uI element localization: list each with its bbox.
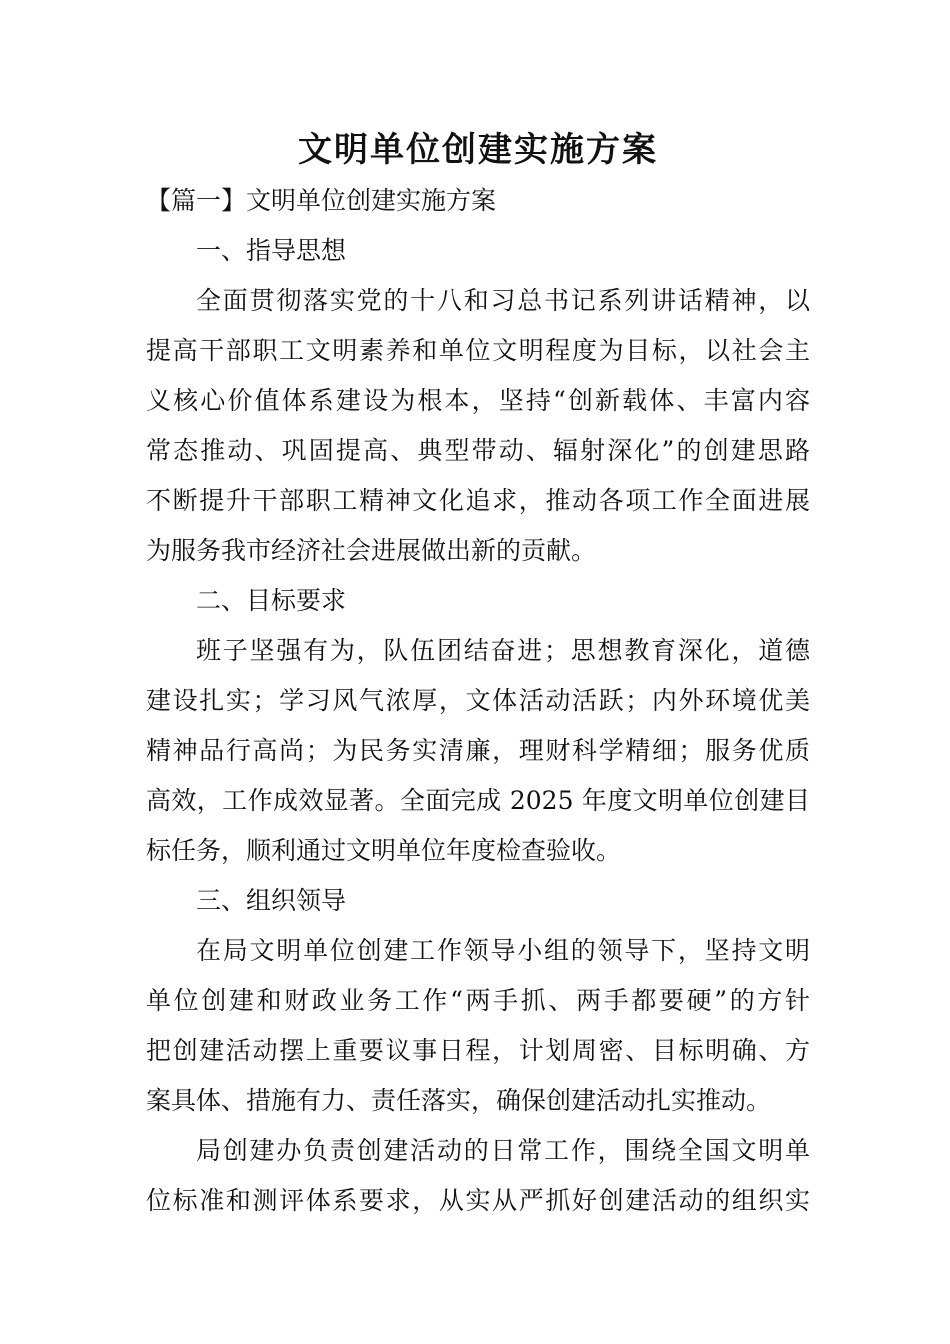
paragraph-line: 高效，工作成效显著。全面完成 2025 年度文明单位创建目 (146, 786, 810, 815)
section-heading: 二、目标要求 (196, 586, 347, 615)
paragraph-line: 义核心价值体系建设为根本，坚持“创新载体、丰富内容 (146, 386, 810, 415)
paragraph-line: 不断提升干部职工精神文化追求，推动各项工作全面进展 (146, 486, 810, 515)
document-body (146, 176, 810, 1226)
paragraph-line: 精神品行高尚；为民务实清廉，理财科学精细；服务优质 (146, 736, 810, 765)
paragraph-line: 班子坚强有为，队伍团结奋进；思想教育深化，道德 (196, 636, 810, 665)
paragraph-line: 常态推动、巩固提高、典型带动、辐射深化”的创建思路 (146, 436, 810, 465)
paragraph (146, 926, 810, 1126)
document-title: 文明单位创建实施方案 (298, 130, 658, 170)
paragraph (146, 626, 810, 876)
paragraph-line: 为服务我市经济社会进展做出新的贡献。 (146, 536, 597, 565)
paragraph-line: 提高干部职工文明素养和单位文明程度为目标，以社会主 (146, 336, 810, 365)
document-subtitle: 【篇一】文明单位创建实施方案 (146, 186, 497, 215)
paragraph-line: 把创建活动摆上重要议事日程，计划周密、目标明确、方 (146, 1036, 810, 1065)
paragraph-line: 建设扎实；学习风气浓厚，文体活动活跃；内外环境优美 (146, 686, 810, 715)
paragraph-line: 全面贯彻落实党的十八和习总书记系列讲话精神，以 (196, 286, 810, 315)
paragraph (146, 1126, 810, 1226)
paragraph (146, 276, 810, 576)
paragraph-line: 在局文明单位创建工作领导小组的领导下，坚持文明 (196, 936, 810, 965)
paragraph-line: 局创建办负责创建活动的日常工作，围绕全国文明单 (196, 1136, 810, 1165)
section-heading: 一、指导思想 (196, 236, 347, 265)
paragraph-line: 案具体、措施有力、责任落实，确保创建活动扎实推动。 (146, 1086, 772, 1115)
paragraph-line: 位标准和测评体系要求，从实从严抓好创建活动的组织实 (146, 1186, 810, 1215)
paragraph-line: 单位创建和财政业务工作“两手抓、两手都要硬”的方针 (146, 986, 810, 1015)
section-heading: 三、组织领导 (196, 886, 347, 915)
paragraph-line: 标任务，顺利通过文明单位年度检查验收。 (146, 836, 622, 865)
